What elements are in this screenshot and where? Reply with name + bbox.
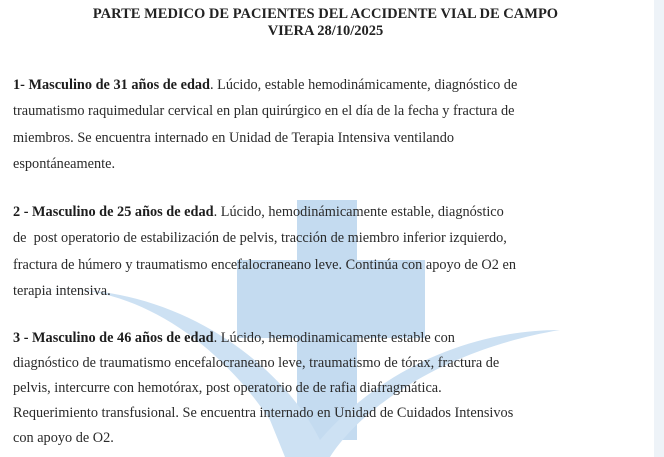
text-line: terapia intensiva. [13, 282, 111, 299]
text-line: de post operatorio de estabilización de pelvis, tracción de miembro inferior izquierdo, [13, 230, 507, 247]
patient-2-paragraph [13, 199, 643, 304]
text-line: traumatismo raquimedular cervical en plan quirúrgico en el día de la fecha y fractura de [13, 103, 515, 120]
text-line: . Lúcido, hemodinámicamente estable, diagnóstico [213, 204, 504, 220]
text-line: . Lúcido, estable hemodinámicamente, diagnóstico de [210, 77, 518, 93]
title-line-1: PARTE MEDICO DE PACIENTES DEL ACCIDENTE VIAL DE CAMPO [92, 6, 559, 22]
text-line: con apoyo de O2. [13, 430, 114, 446]
text-line: miembros. Se encuentra internado en Unidad de Terapia Intensiva ventilando [13, 129, 454, 146]
text-line: Requerimiento transfusional. Se encuentra internado en Unidad de Cuidados Intensivos [13, 405, 514, 421]
title-line-2: VIERA 28/10/2025 [267, 23, 384, 39]
text-line: diagnóstico de traumatismo encefalocraneano leve, traumatismo de tórax, fractura de [13, 355, 500, 371]
patient-3-paragraph [13, 326, 643, 451]
patient-1-paragraph [13, 72, 643, 177]
text-line: pelvis, intercurre con hemotórax, post operatorio de de rafia diafragmática. [13, 380, 442, 396]
text-line: espontáneamente. [13, 155, 116, 172]
text-line: . Lúcido, hemodinamicamente estable con [213, 330, 455, 346]
patient-2-heading: 2 - Masculino de 25 años de edad [13, 204, 214, 220]
report-title [13, 6, 638, 40]
patient-3-heading: 3 - Masculino de 46 años de edad [13, 330, 214, 346]
patient-1-heading: 1- Masculino de 31 años de edad [13, 77, 211, 93]
text-line: fractura de húmero y traumatismo encefalocraneano leve. Continúa con apoyo de O2 en [13, 256, 516, 273]
